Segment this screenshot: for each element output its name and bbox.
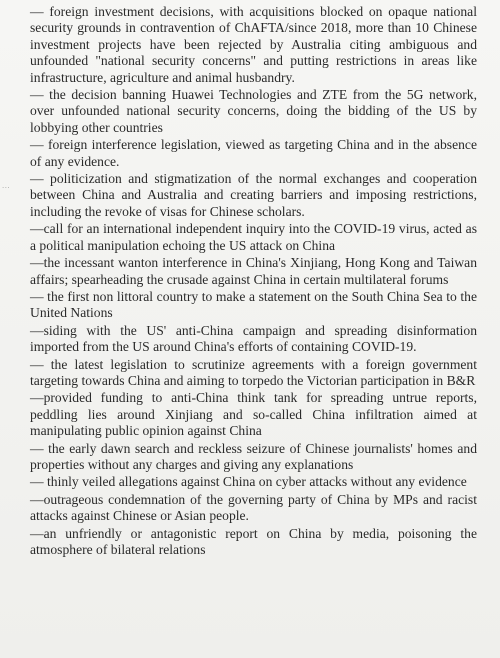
- list-item: —provided funding to anti-China think tank for spreading untrue reports, peddling lies around Xinjiang and so-called China infiltration aimed at manipulating public opinion against China: [30, 390, 477, 439]
- list-item: —an unfriendly or antagonistic report on China by media, poisoning the atmosphere of bilateral relations: [30, 525, 477, 557]
- list-item: — the latest legislation to scrutinize agreements with a foreign government targeting towards China and aiming to torpedo the Victorian participation in B&R: [30, 356, 477, 388]
- list-item: — thinly veiled allegations against China on cyber attacks without any evidence: [30, 474, 467, 490]
- list-item: — foreign interference legislation, viewed as targeting China and in the absence of any evidence.: [30, 137, 477, 169]
- grievance-list: [30, 4, 477, 558]
- list-item: —call for an international independent inquiry into the COVID-19 virus, acted as a political manipulation echoing the US attack on China: [30, 221, 477, 253]
- margin-scan-mark: ···: [2, 184, 11, 192]
- list-item: —the incessant wanton interference in China's Xinjiang, Hong Kong and Taiwan affairs; spearheading the crusade against China in certain multilateral forums: [30, 255, 477, 287]
- list-item: — foreign investment decisions, with acquisitions blocked on opaque national security grounds in contravention of ChAFTA/since 2018, more than 10 Chinese investment projects have been rejected by Australia citing ambiguous and unfounded "national security concerns" and putting restrictions in areas like infrastructure, agriculture and animal husbandry.: [30, 4, 477, 85]
- list-item: —siding with the US' anti-China campaign and spreading disinformation imported from the US around China's efforts of containing COVID-19.: [30, 322, 477, 355]
- list-item: — the early dawn search and reckless seizure of Chinese journalists' homes and properties without any charges and giving any explanations: [30, 440, 477, 472]
- list-item: — politicization and stigmatization of the normal exchanges and cooperation between China and Australia and creating barriers and imposing restrictions, including the revoke of visas for Chinese scholars.: [30, 171, 477, 219]
- list-item: — the first non littoral country to make a statement on the South China Sea to the United Nations: [30, 288, 477, 321]
- list-item: — the decision banning Huawei Technologies and ZTE from the 5G network, over unfounded national security concerns, doing the bidding of the US by lobbying other countries: [30, 87, 477, 135]
- list-item: —outrageous condemnation of the governing party of China by MPs and racist attacks against Chinese or Asian people.: [30, 491, 477, 524]
